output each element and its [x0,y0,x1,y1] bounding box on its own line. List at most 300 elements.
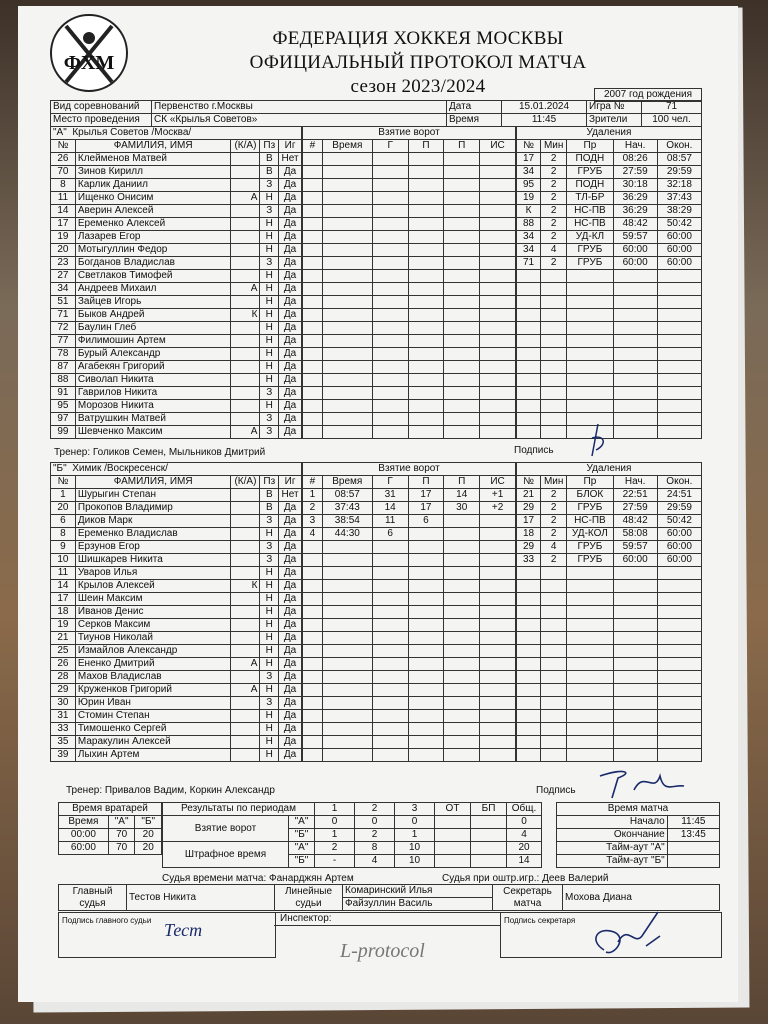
table-cell [408,554,444,567]
table-cell [231,296,260,309]
table-cell [444,205,480,218]
table-cell [613,283,657,296]
table-cell [517,322,541,335]
table-cell: УД-КЛ [567,231,613,244]
secretary-signature-label: Подпись секретаря [504,916,576,925]
table-cell: Тимошенко Сергей [75,723,231,736]
table-cell [541,749,567,762]
table-cell [444,270,480,283]
table-cell [322,619,372,632]
table-cell [541,374,567,387]
table-row [303,270,516,283]
table-cell: 38:29 [657,205,701,218]
date-value: 15.01.2024 [502,101,587,114]
title-line-2: ОФИЦИАЛЬНЫЙ ПРОТОКОЛ МАТЧА [249,52,587,73]
table-cell [231,166,260,179]
table-cell [322,296,372,309]
table-cell [408,244,444,257]
table-cell [372,296,408,309]
total-header: Общ. [507,803,542,816]
table-cell: Н [260,749,279,762]
table-row [303,192,516,205]
table-cell [303,387,323,400]
secretary-value: Мохова Диана [563,885,720,911]
table-cell [231,671,260,684]
table-cell: 17 [408,489,444,502]
table-cell: 17 [517,515,541,528]
table-row [303,231,516,244]
table-row [303,658,516,671]
timeout-b-label: Тайм-аут "Б" [557,855,668,868]
table-cell [541,593,567,606]
table-cell [303,426,323,439]
table-cell: 2 [541,192,567,205]
table-cell [303,554,323,567]
table-cell [480,374,516,387]
table-cell: 17 [51,593,76,606]
table-cell [444,515,480,528]
table-cell [303,361,323,374]
table-cell: Лазарев Егор [75,231,231,244]
table-cell [408,645,444,658]
table-cell [517,684,541,697]
table-row [517,606,702,619]
main-referee-value: Тестов Никита [127,885,275,911]
table-cell [322,723,372,736]
table-cell [567,606,613,619]
table-cell: Да [279,554,302,567]
table-cell: 44:30 [322,528,372,541]
table-cell: Иванов Денис [75,606,231,619]
table-cell: 08:57 [322,489,372,502]
p-col-num-b: № [517,476,541,489]
period-cell: 2 [355,829,395,842]
g-col-time-b: Время [322,476,372,489]
table-cell: ГРУБ [567,166,613,179]
table-cell: 58:08 [613,528,657,541]
table-cell [541,283,567,296]
table-cell: 34 [517,231,541,244]
table-row [303,283,516,296]
table-cell [567,309,613,322]
table-cell [541,348,567,361]
table-cell [372,580,408,593]
col-name-b: ФАМИЛИЯ, ИМЯ [75,476,231,489]
table-cell [303,322,323,335]
table-cell: Н [260,632,279,645]
table-cell: 20 [135,842,162,855]
table-cell [657,374,701,387]
table-cell: ПОДН [567,179,613,192]
table-cell [303,567,323,580]
table-cell [613,645,657,658]
table-cell [408,257,444,270]
table-cell [372,205,408,218]
table-cell [480,413,516,426]
table-cell: 6 [408,515,444,528]
table-cell: 72 [51,322,76,335]
table-cell [408,205,444,218]
table-cell: Да [279,270,302,283]
table-cell: 3 [303,515,323,528]
table-cell [444,619,480,632]
table-cell: Измайлов Александр [75,645,231,658]
table-cell: 1 [51,489,76,502]
table-cell: 23 [51,257,76,270]
overtime-header: ОТ [435,803,471,816]
table-cell [444,684,480,697]
table-cell [480,296,516,309]
table-cell: Агабекян Григорий [75,361,231,374]
table-cell [657,671,701,684]
table-row [303,257,516,270]
table-cell [444,632,480,645]
team-a-letter: "А" [53,127,67,138]
table-cell [480,619,516,632]
table-cell [444,671,480,684]
table-cell: 2 [303,502,323,515]
table-cell [517,658,541,671]
table-cell [517,270,541,283]
p-col-end: Окон. [657,140,701,153]
table-cell [444,283,480,296]
table-cell [322,309,372,322]
table-cell [322,632,372,645]
table-cell [303,749,323,762]
table-cell: Да [279,231,302,244]
table-cell: Да [279,166,302,179]
brand-watermark: L-protocol [340,940,425,962]
table-cell: Да [279,684,302,697]
table-cell [322,413,372,426]
table-cell: 11 [51,192,76,205]
table-cell: 2 [541,218,567,231]
table-cell [303,283,323,296]
table-cell: Н [260,335,279,348]
table-cell [408,749,444,762]
date-label: Дата [447,101,502,114]
table-cell [372,179,408,192]
table-cell [372,697,408,710]
table-cell: 6 [51,515,76,528]
table-cell: Да [279,387,302,400]
gk-col-a: "А" [108,816,135,829]
table-cell: 18 [51,606,76,619]
table-cell [480,322,516,335]
table-cell: 14 [372,502,408,515]
table-cell [408,671,444,684]
table-cell [444,257,480,270]
table-cell [372,192,408,205]
table-cell [567,593,613,606]
table-cell [322,710,372,723]
table-cell [408,179,444,192]
table-cell: 34 [51,283,76,296]
table-cell: Маракулин Алексей [75,736,231,749]
team-b-coach: Тренер: Привалов Вадим, Коркин Александр [66,785,275,796]
table-cell [322,322,372,335]
table-row [303,541,516,554]
table-row [303,426,516,439]
table-cell: Н [260,348,279,361]
team-a-coach: Тренер: Голиков Семен, Мыльников Дмитрий [54,447,266,458]
table-cell: Да [279,632,302,645]
table-cell [480,179,516,192]
table-cell [372,257,408,270]
table-cell: Да [279,361,302,374]
table-cell: Н [260,231,279,244]
table-row [51,489,302,502]
table-cell [517,374,541,387]
table-cell: 2 [541,528,567,541]
table-cell: 30:18 [613,179,657,192]
table-cell: Да [279,541,302,554]
table-cell [322,257,372,270]
table-row [51,502,302,515]
g-col-goal-b: Г [372,476,408,489]
table-cell: Да [279,736,302,749]
table-row [303,218,516,231]
table-cell [444,723,480,736]
table-cell [231,567,260,580]
table-cell [303,684,323,697]
table-cell: 36:29 [613,192,657,205]
table-row [51,671,302,684]
table-cell [517,723,541,736]
table-cell: Н [260,270,279,283]
table-cell [657,580,701,593]
table-cell [231,348,260,361]
table-cell [541,723,567,736]
table-cell [372,400,408,413]
table-row [51,374,302,387]
table-cell [231,413,260,426]
table-row [303,684,516,697]
table-cell [480,658,516,671]
table-cell: Да [279,502,302,515]
table-cell [372,541,408,554]
table-cell [372,593,408,606]
table-row [517,296,702,309]
table-cell [657,632,701,645]
table-cell [372,166,408,179]
table-cell [444,153,480,166]
match-end-value: 13:45 [667,829,719,842]
table-row [51,606,302,619]
table-cell [541,671,567,684]
period-1-header: 1 [315,803,355,816]
team-a-goals [302,126,516,439]
table-cell [541,567,567,580]
table-cell: 2 [541,205,567,218]
table-cell [480,309,516,322]
table-cell: 35 [51,736,76,749]
table-cell [517,309,541,322]
table-row [517,335,702,348]
table-cell: НС-ПВ [567,218,613,231]
line-judge-2: Файзуллин Василь [343,898,493,911]
table-cell: Да [279,283,302,296]
table-cell: 2 [541,153,567,166]
table-cell [231,632,260,645]
venue-label: Место проведения [51,114,152,127]
table-cell [541,322,567,335]
table-row [303,244,516,257]
table-cell [517,736,541,749]
table-cell [303,710,323,723]
table-cell: 19 [517,192,541,205]
table-cell [322,593,372,606]
table-cell [408,606,444,619]
table-row [517,387,702,400]
table-cell: Прокопов Владимир [75,502,231,515]
table-cell: 91 [51,387,76,400]
table-cell [541,697,567,710]
table-cell [444,426,480,439]
table-cell [613,749,657,762]
table-cell: Да [279,697,302,710]
table-cell [444,322,480,335]
table-cell [657,710,701,723]
table-cell: 60:00 [613,554,657,567]
table-cell: 32:18 [657,179,701,192]
table-cell [480,554,516,567]
table-cell [480,335,516,348]
table-cell [231,645,260,658]
table-row [51,541,302,554]
table-cell [303,192,323,205]
table-cell: 60:00 [657,244,701,257]
g-col-assist2: П [444,140,480,153]
table-cell: 17 [51,218,76,231]
table-cell [303,580,323,593]
table-row [517,270,702,283]
table-cell [231,606,260,619]
table-row [51,645,302,658]
table-cell: Да [279,257,302,270]
table-cell: Да [279,426,302,439]
table-cell: 30 [51,697,76,710]
table-cell: Н [260,283,279,296]
table-cell: 2 [541,179,567,192]
table-cell [541,580,567,593]
table-row [51,283,302,296]
table-cell: Н [260,567,279,580]
table-cell [567,296,613,309]
table-cell [480,593,516,606]
table-cell [303,296,323,309]
table-cell [303,736,323,749]
table-cell: 2 [541,231,567,244]
table-cell: 30 [444,502,480,515]
table-cell: Н [260,218,279,231]
periods-goals-team-b: "Б" [289,829,315,842]
table-row [517,231,702,244]
table-cell: Н [260,723,279,736]
table-cell: Нет [279,153,302,166]
table-cell [444,749,480,762]
table-cell: 99 [51,426,76,439]
table-cell: Да [279,606,302,619]
table-cell [444,658,480,671]
table-cell [322,387,372,400]
table-row [303,554,516,567]
table-cell: Уваров Илья [75,567,231,580]
match-time-table [556,802,720,868]
table-cell [408,710,444,723]
table-cell [517,361,541,374]
table-cell [372,283,408,296]
table-cell: З [260,413,279,426]
table-cell [657,400,701,413]
table-cell [231,528,260,541]
table-cell: 71 [517,257,541,270]
table-cell: ГРУБ [567,541,613,554]
table-cell: 11 [372,515,408,528]
table-row [303,528,516,541]
table-cell: 4 [541,541,567,554]
table-row [51,697,302,710]
table-cell [372,749,408,762]
p-col-end-b: Окон. [657,476,701,489]
p-col-start: Нач. [613,140,657,153]
team-b-letter: "Б" [53,463,67,474]
table-cell [480,723,516,736]
table-cell [372,658,408,671]
table-cell [408,283,444,296]
table-cell [444,697,480,710]
table-cell [231,723,260,736]
table-cell: Круженков Григорий [75,684,231,697]
table-cell [322,697,372,710]
periods-pen-team-b: "Б" [289,855,315,868]
table-row [51,736,302,749]
table-cell [657,658,701,671]
match-end-label: Окончание [557,829,668,842]
team-a-name: Крылья Советов /Москва/ [72,127,192,138]
table-cell [657,593,701,606]
table-cell [444,309,480,322]
table-cell [231,335,260,348]
table-cell [231,231,260,244]
table-row [51,658,302,671]
table-cell [303,723,323,736]
table-cell [517,619,541,632]
table-cell [517,413,541,426]
table-cell [408,528,444,541]
table-cell [613,322,657,335]
table-cell [567,658,613,671]
table-cell [567,723,613,736]
table-cell: Еременко Владислав [75,528,231,541]
table-cell [567,684,613,697]
table-row [303,567,516,580]
table-row [51,593,302,606]
table-cell: 21 [51,632,76,645]
table-cell: Н [260,296,279,309]
table-cell [231,489,260,502]
spectators-label: Зрители [587,114,642,127]
table-cell: Шурыгин Степан [75,489,231,502]
table-row [303,619,516,632]
table-cell: ГРУБ [567,554,613,567]
table-cell [231,244,260,257]
table-cell [480,426,516,439]
table-cell [408,567,444,580]
table-cell [480,528,516,541]
table-cell: Н [260,244,279,257]
table-cell [613,723,657,736]
